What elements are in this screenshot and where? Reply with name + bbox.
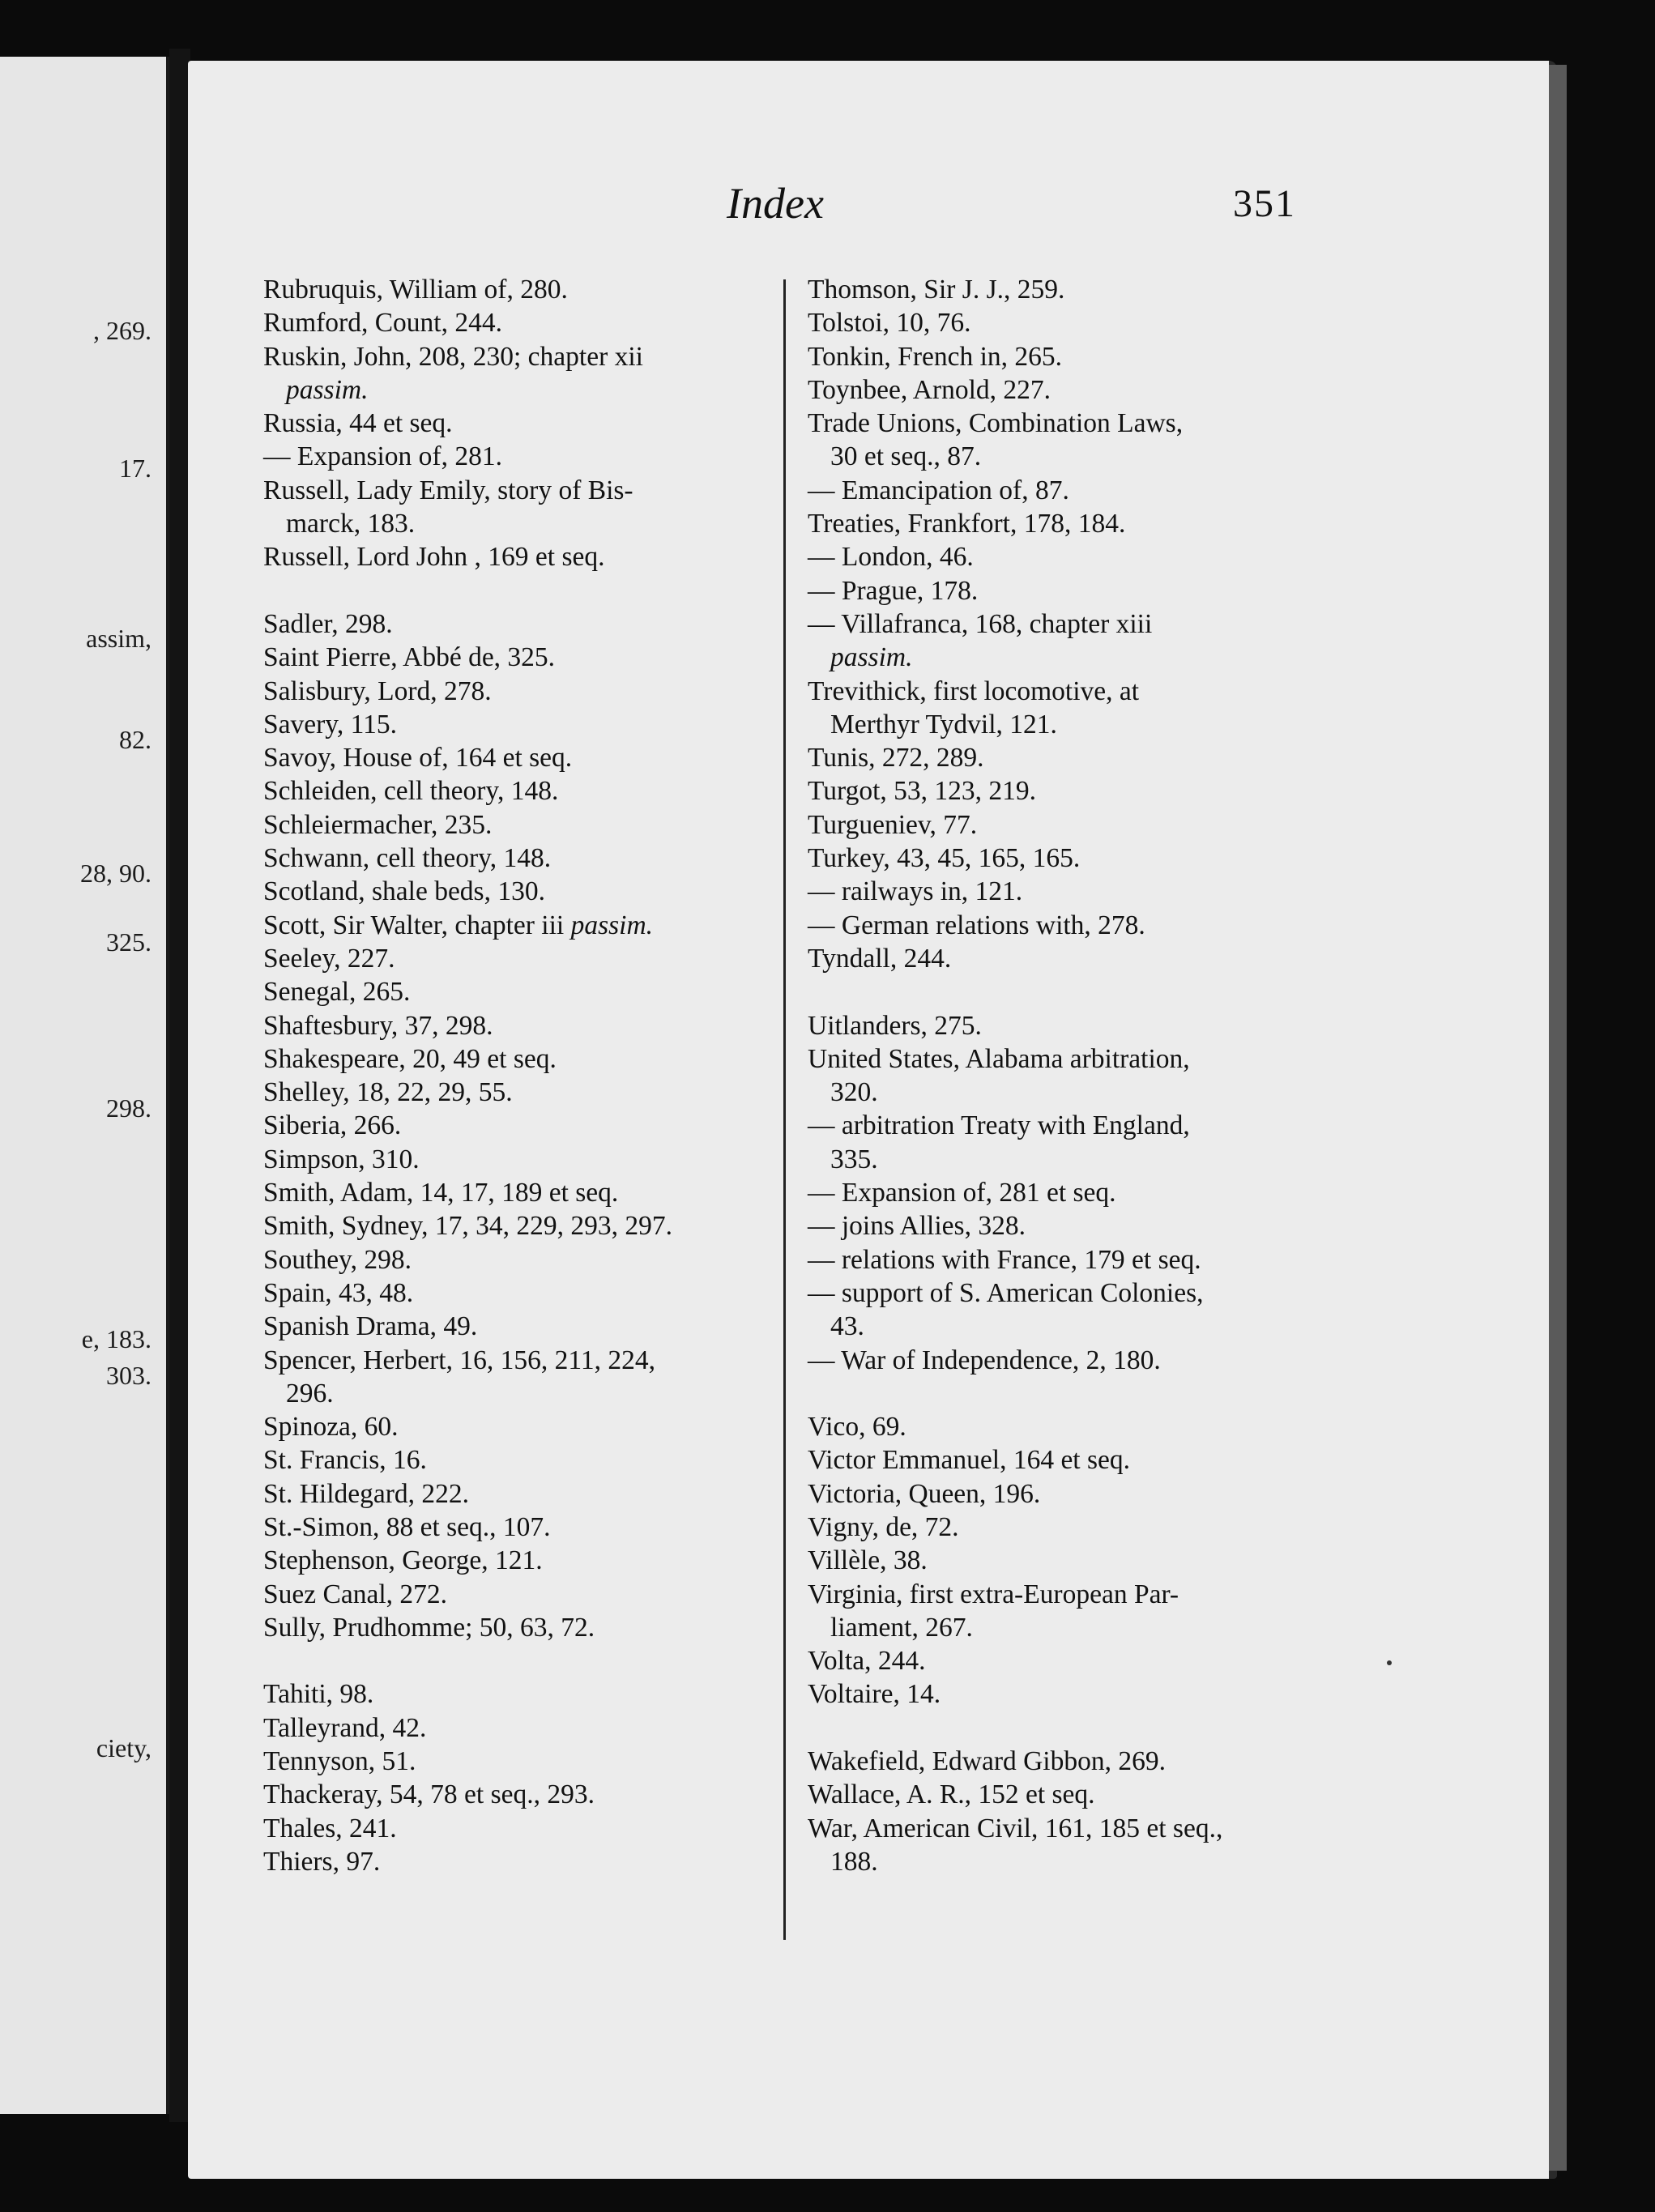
index-entry-text: Spanish Drama, 49.	[263, 1311, 478, 1342]
index-entry-text: Spencer, Herbert, 16, 156, 211, 224,	[263, 1345, 655, 1375]
facing-page-left	[0, 57, 169, 2114]
index-entry-text: Tahiti, 98.	[263, 1679, 374, 1710]
index-entry	[808, 1544, 1342, 1577]
index-entry-text: passim.	[830, 642, 913, 673]
index-entry	[263, 1477, 774, 1511]
index-entry-text: Tolstoi, 10, 76.	[808, 308, 971, 339]
index-entry-text: Spain, 43, 48.	[263, 1277, 414, 1308]
facing-page-fragment: 82.	[119, 725, 151, 754]
index-entry-text: — Expansion of, 281 et seq.	[808, 1178, 1116, 1208]
index-entry-text: St. Hildegard, 222.	[263, 1478, 470, 1509]
index-entry-text: Salisbury, Lord, 278.	[263, 676, 492, 706]
page-edge-shadow	[1549, 65, 1567, 2171]
index-entry-text: Spinoza, 60.	[263, 1412, 399, 1443]
index-entry	[263, 1511, 774, 1544]
facing-page-fragment: 17.	[119, 454, 151, 483]
index-entry	[263, 1845, 774, 1878]
index-entry-text: Rumford, Count, 244.	[263, 308, 502, 339]
index-entry-text: 320.	[830, 1077, 878, 1108]
index-entry-text: Simpson, 310.	[263, 1144, 420, 1174]
index-entry-text: — joins Allies, 328.	[808, 1211, 1026, 1242]
index-entry	[808, 1410, 1342, 1443]
index-entry-text: Turgot, 53, 123, 219.	[808, 776, 1037, 807]
index-entry-text: Thackeray, 54, 78 et seq., 293.	[263, 1779, 595, 1810]
index-entry	[263, 1443, 774, 1477]
index-entry-text: Russia, 44 et seq.	[263, 408, 453, 439]
index-entry-text: — arbitration Treaty with England,	[808, 1110, 1190, 1141]
index-entry	[263, 1711, 774, 1745]
index-entry-text: 296.	[286, 1378, 334, 1409]
index-entry-text: liament, 267.	[830, 1612, 973, 1643]
index-entry-text: Sadler, 298.	[263, 608, 393, 639]
index-entry	[808, 875, 1342, 908]
facing-page-fragment: 303.	[106, 1361, 151, 1390]
index-entry-continuation	[808, 1310, 1342, 1343]
index-entry-text: Wallace, A. R., 152 et seq.	[808, 1779, 1095, 1810]
index-entry-text: Uitlanders, 275.	[808, 1010, 982, 1041]
letter-group-gap	[263, 1644, 774, 1677]
index-entry-text: Talleyrand, 42.	[263, 1712, 427, 1743]
index-entry-continuation	[808, 641, 1342, 674]
index-entry	[808, 1578, 1342, 1611]
index-entry-text: Toynbee, Arnold, 227.	[808, 374, 1051, 405]
index-entry	[808, 1042, 1342, 1076]
index-entry-text: Russell, Lady Emily, story of Bis-	[263, 475, 633, 505]
index-entry	[263, 641, 774, 674]
index-entry-text: Sully, Prudhomme; 50, 63, 72.	[263, 1612, 595, 1643]
running-head	[188, 178, 1549, 243]
index-entry	[808, 373, 1342, 407]
index-entry-continuation	[263, 1377, 774, 1410]
index-entry-text: Southey, 298.	[263, 1244, 412, 1275]
index-entry	[263, 407, 774, 440]
index-entry	[263, 1578, 774, 1611]
index-entry	[263, 1745, 774, 1778]
index-entry	[808, 407, 1342, 440]
index-entry-italic-tail: passim.	[570, 910, 654, 940]
page-title: Index	[727, 179, 824, 228]
index-entry-continuation	[808, 1143, 1342, 1176]
index-entry-text: Villèle, 38.	[808, 1545, 928, 1576]
index-entry-continuation	[808, 708, 1342, 741]
index-entry	[808, 1511, 1342, 1544]
index-entry-text: Merthyr Tydvil, 121.	[830, 709, 1057, 739]
index-entry	[808, 741, 1342, 774]
index-entry	[263, 1209, 774, 1242]
index-entry	[263, 540, 774, 573]
index-entry-text: Tyndall, 244.	[808, 943, 952, 974]
index-entry	[263, 340, 774, 373]
letter-group-gap	[263, 574, 774, 607]
index-entry-text: St. Francis, 16.	[263, 1445, 427, 1476]
index-entry-text: United States, Alabama arbitration,	[808, 1043, 1190, 1074]
index-entry-text: Turkey, 43, 45, 165, 165.	[808, 843, 1081, 874]
index-entry-continuation	[263, 373, 774, 407]
index-entry	[263, 1344, 774, 1377]
index-entry	[808, 808, 1342, 842]
index-entry	[263, 1677, 774, 1711]
index-entry	[808, 1644, 1342, 1677]
index-entry	[808, 1477, 1342, 1511]
index-entry-text: Turgueniev, 77.	[808, 809, 978, 840]
index-entry-text: Voltaire, 14.	[808, 1679, 941, 1710]
index-entry	[808, 507, 1342, 540]
facing-page-fragment: 298.	[106, 1093, 151, 1123]
index-entry	[808, 1276, 1342, 1310]
index-entry-text: Wakefield, Edward Gibbon, 269.	[808, 1746, 1166, 1777]
index-entry	[263, 1076, 774, 1109]
index-entry-text: Schleiermacher, 235.	[263, 809, 493, 840]
speck	[1387, 1660, 1392, 1665]
index-entry	[263, 306, 774, 339]
index-entry-text: 188.	[830, 1846, 878, 1877]
index-entry-text: — German relations with, 278.	[808, 910, 1145, 940]
index-entry-text: Russell, Lord John , 169 et seq.	[263, 542, 605, 573]
index-entry	[808, 306, 1342, 339]
index-entry	[263, 942, 774, 975]
index-entry	[263, 1310, 774, 1343]
index-entry	[263, 1611, 774, 1644]
index-entry-continuation	[808, 1611, 1342, 1644]
index-entry-text: Scott, Sir Walter, chapter iii	[263, 910, 571, 940]
index-entry	[263, 909, 774, 942]
facing-page-fragment: ciety,	[96, 1733, 151, 1762]
index-entry	[263, 1276, 774, 1310]
index-entry	[263, 808, 774, 842]
index-entry-text: Scotland, shale beds, 130.	[263, 876, 545, 907]
index-column-left	[263, 273, 774, 1878]
index-entry	[808, 574, 1342, 607]
index-entry-text: passim.	[286, 374, 369, 405]
index-entry-text: — Villafranca, 168, chapter xiii	[808, 608, 1153, 639]
index-entry	[808, 1677, 1342, 1711]
index-entry	[263, 1243, 774, 1276]
index-entry	[808, 675, 1342, 708]
index-entry	[808, 340, 1342, 373]
column-rule	[783, 279, 786, 1940]
index-entry	[808, 1745, 1342, 1778]
index-entry-text: Ruskin, John, 208, 230; chapter xii	[263, 341, 643, 372]
index-entry-text: Thomson, Sir J. J., 259.	[808, 275, 1065, 305]
index-entry	[263, 607, 774, 641]
index-entry-continuation	[808, 1076, 1342, 1109]
index-entry	[808, 1778, 1342, 1811]
index-entry-text: — Emancipation of, 87.	[808, 475, 1069, 505]
index-entry-text: — Expansion of, 281.	[263, 441, 502, 472]
index-entry	[263, 1544, 774, 1577]
index-entry	[808, 1812, 1342, 1845]
index-entry	[263, 1143, 774, 1176]
index-entry	[808, 842, 1342, 875]
index-entry-text: marck, 183.	[286, 509, 416, 539]
index-entry-text: — support of S. American Colonies,	[808, 1277, 1204, 1308]
index-entry	[263, 774, 774, 808]
index-entry-text: Victoria, Queen, 196.	[808, 1478, 1041, 1509]
index-entry-text: Savoy, House of, 164 et seq.	[263, 743, 573, 774]
index-entry-text: Volta, 244.	[808, 1646, 926, 1677]
index-entry-text: Stephenson, George, 121.	[263, 1545, 543, 1576]
index-entry	[808, 607, 1342, 641]
index-entry	[263, 1009, 774, 1042]
index-entry	[808, 1109, 1342, 1142]
letter-group-gap	[808, 1711, 1342, 1745]
index-entry	[263, 1812, 774, 1845]
index-entry-text: Tunis, 272, 289.	[808, 743, 984, 774]
index-entry-text: Savery, 115.	[263, 709, 397, 739]
index-entry	[263, 1778, 774, 1811]
index-entry-text: 335.	[830, 1144, 878, 1174]
index-entry	[263, 842, 774, 875]
index-entry-text: Suez Canal, 272.	[263, 1579, 448, 1609]
facing-page-fragment: assim,	[86, 624, 151, 653]
index-entry	[808, 540, 1342, 573]
index-entry	[808, 1243, 1342, 1276]
index-entry-text: Smith, Sydney, 17, 34, 229, 293, 297.	[263, 1211, 673, 1242]
index-entry	[263, 440, 774, 473]
index-entry-text: St.-Simon, 88 et seq., 107.	[263, 1511, 551, 1542]
index-entry-text: Vigny, de, 72.	[808, 1511, 959, 1542]
index-entry-text: 43.	[830, 1311, 864, 1342]
index-entry-text: War, American Civil, 161, 185 et seq.,	[808, 1813, 1223, 1843]
index-entry-continuation	[808, 440, 1342, 473]
index-entry	[808, 1344, 1342, 1377]
index-column-right	[808, 273, 1342, 1878]
index-page	[188, 61, 1557, 2179]
index-entry-text: Treaties, Frankfort, 178, 184.	[808, 509, 1126, 539]
index-entry-text: — Prague, 178.	[808, 575, 979, 606]
index-entry	[808, 1009, 1342, 1042]
index-entry-continuation	[808, 1845, 1342, 1878]
index-entry-text: Tonkin, French in, 265.	[808, 341, 1063, 372]
index-entry-text: — London, 46.	[808, 542, 974, 573]
facing-page-fragment: , 269.	[93, 316, 151, 345]
facing-page-fragment: e, 183.	[81, 1324, 151, 1353]
index-entry-text: — War of Independence, 2, 180.	[808, 1345, 1161, 1375]
index-entry	[263, 1042, 774, 1076]
index-entry	[263, 273, 774, 306]
index-entry	[808, 1176, 1342, 1209]
letter-group-gap	[808, 1377, 1342, 1410]
index-entry-text: Schleiden, cell theory, 148.	[263, 776, 559, 807]
index-entry-text: — relations with France, 179 et seq.	[808, 1244, 1201, 1275]
index-entry-text: Schwann, cell theory, 148.	[263, 843, 552, 874]
index-entry	[808, 273, 1342, 306]
index-entry-text: Senegal, 265.	[263, 977, 411, 1008]
facing-page-fragment: 325.	[106, 927, 151, 957]
index-entry	[263, 1109, 774, 1142]
index-entry	[808, 1443, 1342, 1477]
index-entry-text: Smith, Adam, 14, 17, 189 et seq.	[263, 1178, 619, 1208]
index-entry-text: Trade Unions, Combination Laws,	[808, 408, 1184, 439]
index-entry-text: Trevithick, first locomotive, at	[808, 676, 1140, 706]
index-entry	[263, 1176, 774, 1209]
index-entry	[808, 942, 1342, 975]
index-entry-text: Thales, 241.	[263, 1813, 397, 1843]
index-entry-text: Thiers, 97.	[263, 1846, 381, 1877]
index-entry	[808, 774, 1342, 808]
index-entry-text: Saint Pierre, Abbé de, 325.	[263, 642, 556, 673]
index-entry-text: Siberia, 266.	[263, 1110, 402, 1141]
index-entry-text: Shelley, 18, 22, 29, 55.	[263, 1077, 513, 1108]
index-entry	[808, 909, 1342, 942]
index-entry	[808, 1209, 1342, 1242]
index-entry-text: Victor Emmanuel, 164 et seq.	[808, 1445, 1131, 1476]
index-entry	[263, 708, 774, 741]
index-entry	[263, 875, 774, 908]
index-entry-text: Shakespeare, 20, 49 et seq.	[263, 1043, 557, 1074]
index-entry-text: 30 et seq., 87.	[830, 441, 982, 472]
index-entry	[263, 741, 774, 774]
facing-page-fragment: 28, 90.	[80, 859, 151, 888]
index-entry	[263, 1410, 774, 1443]
index-entry	[263, 975, 774, 1008]
index-entry	[263, 474, 774, 507]
index-entry-text: Seeley, 227.	[263, 943, 395, 974]
index-entry-text: — railways in, 121.	[808, 876, 1023, 907]
index-entry-text: Virginia, first extra-European Par-	[808, 1579, 1179, 1609]
index-entry	[263, 675, 774, 708]
index-entry-continuation	[263, 507, 774, 540]
index-entry-text: Shaftesbury, 37, 298.	[263, 1010, 493, 1041]
index-entry-text: Rubruquis, William of, 280.	[263, 275, 568, 305]
index-entry	[808, 474, 1342, 507]
index-entry-text: Tennyson, 51.	[263, 1746, 416, 1777]
letter-group-gap	[808, 975, 1342, 1008]
index-entry-text: Vico, 69.	[808, 1412, 906, 1443]
page-number: 351	[1233, 182, 1296, 225]
